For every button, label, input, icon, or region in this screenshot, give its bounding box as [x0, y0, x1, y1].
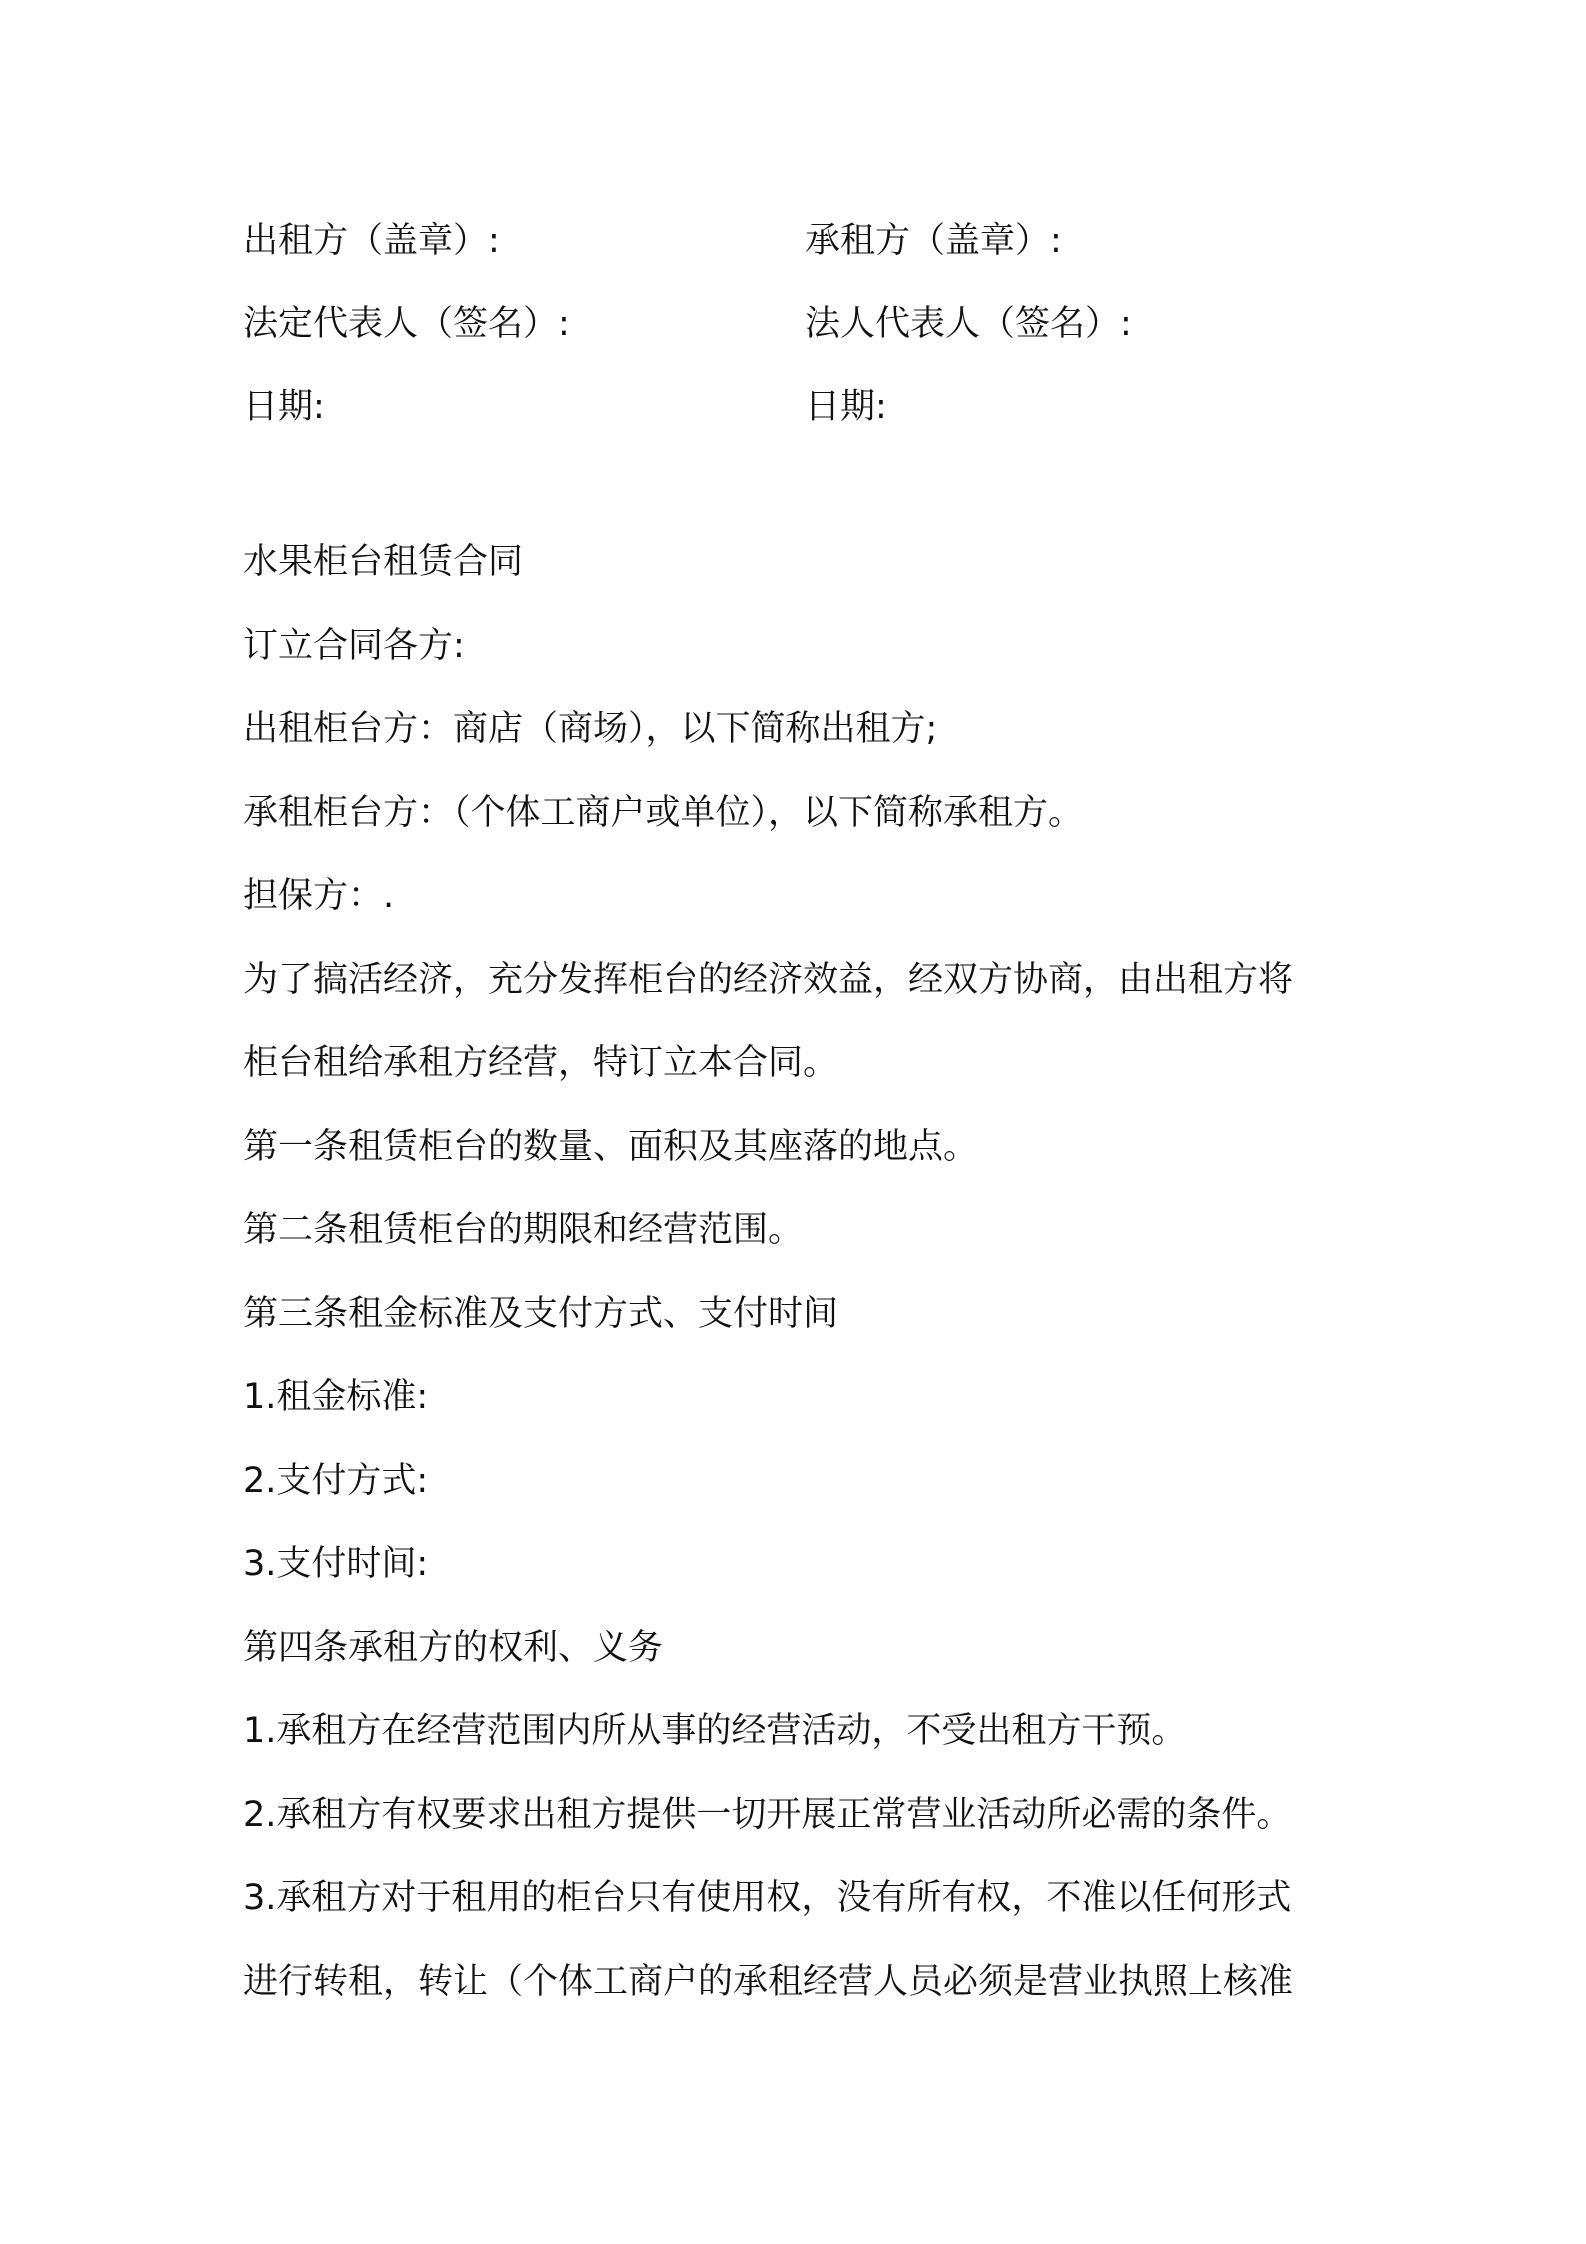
article-4-item-2: 2.承租方有权要求出租方提供一切开展正常营业活动所必需的条件。: [243, 1794, 1292, 1835]
lessee-representative-label: 法人代表人（签名）:: [805, 304, 1132, 344]
contract-body: [243, 521, 1363, 2024]
article-3-item-3: 3.支付时间:: [243, 1544, 429, 1584]
lessee-party: 承租柜台方：（个体工商户或单位），以下简称承租方。: [243, 792, 1084, 833]
signature-row-seal: [243, 200, 1373, 283]
contract-title: 水果柜台租赁合同: [243, 542, 524, 582]
lessor-seal-label: 出租方（盖章）:: [243, 221, 500, 261]
parties-heading: 订立合同各方:: [243, 625, 465, 666]
lessor-representative-label: 法定代表人（签名）:: [243, 304, 570, 344]
article-2: 第二条租赁柜台的期限和经营范围。: [243, 1210, 804, 1250]
preamble-line-2: 柜台租给承租方经营，特订立本合同。: [243, 1043, 839, 1083]
lessee-seal-label: 承租方（盖章）:: [805, 221, 1062, 261]
article-3: 第三条租金标准及支付方式、支付时间: [243, 1293, 839, 1334]
article-1: 第一条租赁柜台的数量、面积及其座落的地点。: [243, 1126, 979, 1167]
preamble-line-1: 为了搞活经济，充分发挥柜台的经济效益，经双方协商，由出租方将: [243, 959, 1294, 1000]
guarantor-party: 担保方：.: [243, 876, 395, 916]
article-3-item-2: 2.支付方式:: [243, 1460, 429, 1501]
lessee-date-label: 日期:: [805, 387, 887, 427]
signature-row-date: [243, 366, 1373, 449]
article-4-item-3-line-1: 3.承租方对于租用的柜台只有使用权，没有所有权，不准以任何形式: [243, 1878, 1292, 1918]
article-4-item-1: 1.承租方在经营范围内所从事的经营活动，不受出租方干预。: [243, 1711, 1187, 1751]
signature-block: [243, 200, 1373, 449]
article-3-item-1: 1.租金标准:: [243, 1377, 429, 1417]
article-4: 第四条承租方的权利、义务: [243, 1627, 664, 1668]
lessor-date-label: 日期:: [243, 387, 325, 427]
lessor-party: 出租柜台方：商店（商场），以下简称出租方;: [243, 709, 938, 749]
signature-row-representative: [243, 283, 1373, 366]
article-4-item-3-line-2: 进行转租，转让（个体工商户的承租经营人员必须是营业执照上核准: [243, 1961, 1294, 2002]
